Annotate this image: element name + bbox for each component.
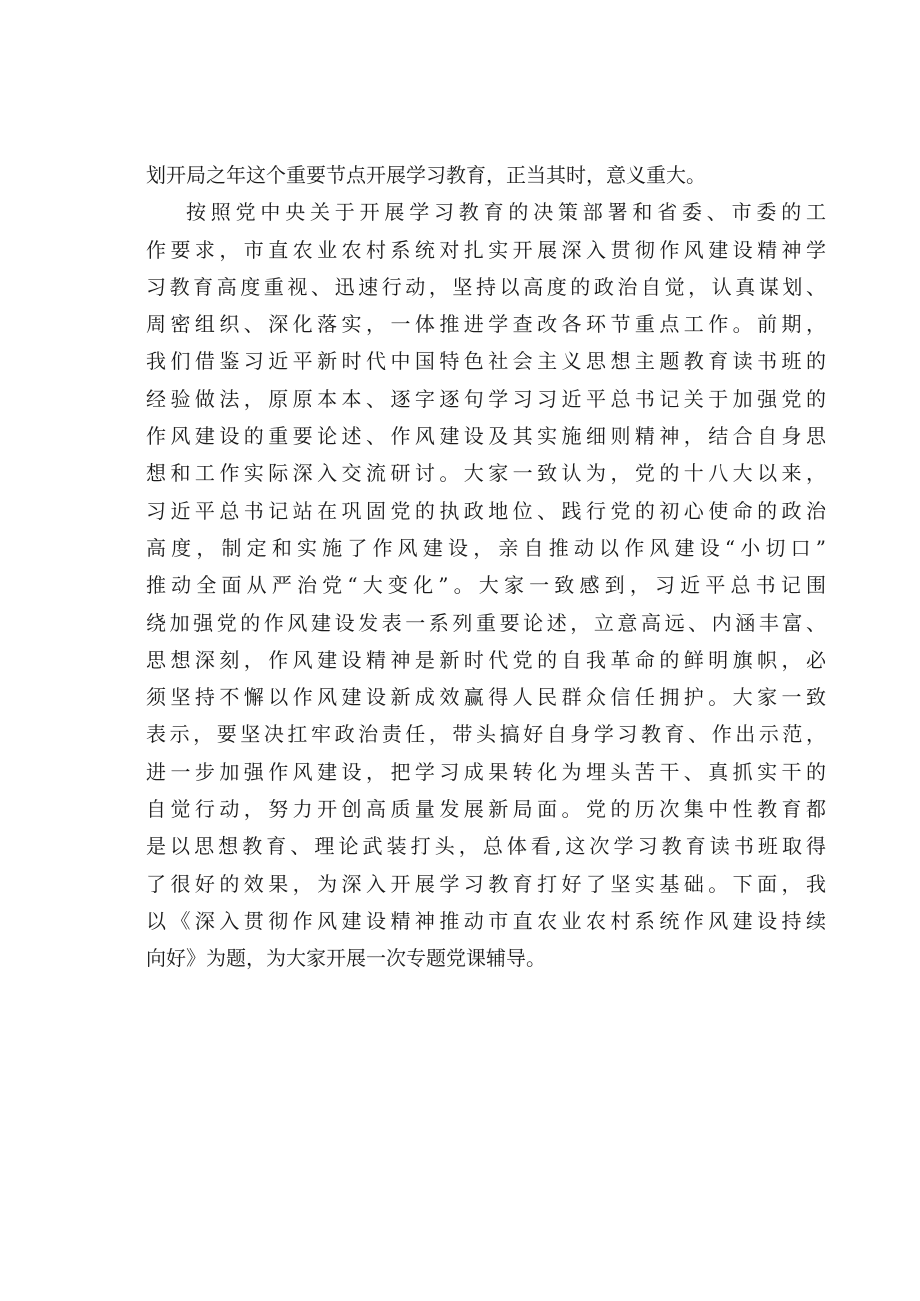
paragraph-line: 习近平总书记站在巩固党的执政地位、践行党的初心使命的政治 [146, 498, 826, 523]
paragraph-line: 作要求，市直农业农村系统对扎实开展深入贯彻作风建设精神学 [146, 237, 826, 262]
paragraph-line-last: 向好》为题，为大家开展一次专题党课辅导。 [146, 946, 546, 971]
paragraph-line: 我们借鉴习近平新时代中国特色社会主义思想主题教育读书班的 [146, 349, 826, 374]
paragraph-line: 作风建设的重要论述、作风建设及其实施细则精神，结合自身思 [146, 424, 826, 449]
paragraph-line-first: 按照党中央关于开展学习教育的决策部署和省委、市委的工 [186, 200, 826, 225]
paragraph-line: 表示，要坚决扛牢政治责任，带头搞好自身学习教育、作出示范， [146, 722, 826, 747]
body-text [146, 157, 826, 978]
paragraph-line-continuation-end: 划开局之年这个重要节点开展学习教育，正当其时，意义重大。 [146, 163, 706, 187]
paragraph-line: 绕加强党的作风建设发表一系列重要论述，立意高远、内涵丰富、 [146, 610, 826, 635]
paragraph-line: 想和工作实际深入交流研讨。大家一致认为，党的十八大以来， [146, 461, 826, 486]
paragraph-line: 推动全面从严治党“大变化”。大家一致感到，习近平总书记围 [146, 573, 826, 598]
paragraph-line: 高度，制定和实施了作风建设，亲自推动以作风建设“小切口” [146, 535, 826, 560]
paragraph-line: 了很好的效果，为深入开展学习教育打好了坚实基础。下面，我 [146, 871, 826, 896]
paragraph-line: 是以思想教育、理论武装打头，总体看,这次学习教育读书班取得 [146, 834, 826, 859]
paragraph-line: 习教育高度重视、迅速行动，坚持以高度的政治自觉，认真谋划、 [146, 274, 826, 299]
paragraph-line: 思想深刻，作风建设精神是新时代党的自我革命的鲜明旗帜，必 [146, 647, 826, 672]
paragraph-line: 经验做法，原原本本、逐字逐句学习习近平总书记关于加强党的 [146, 386, 826, 411]
paragraph-line: 自觉行动，努力开创高质量发展新局面。党的历次集中性教育都 [146, 797, 826, 822]
paragraph-line: 周密组织、深化落实，一体推进学查改各环节重点工作。前期， [146, 312, 826, 337]
paragraph-line: 进一步加强作风建设，把学习成果转化为埋头苦干、真抓实干的 [146, 759, 826, 784]
paragraph-line: 须坚持不懈以作风建设新成效赢得人民群众信任拥护。大家一致 [146, 685, 826, 710]
paragraph-line: 以《深入贯彻作风建设精神推动市直农业农村系统作风建设持续 [146, 908, 826, 933]
